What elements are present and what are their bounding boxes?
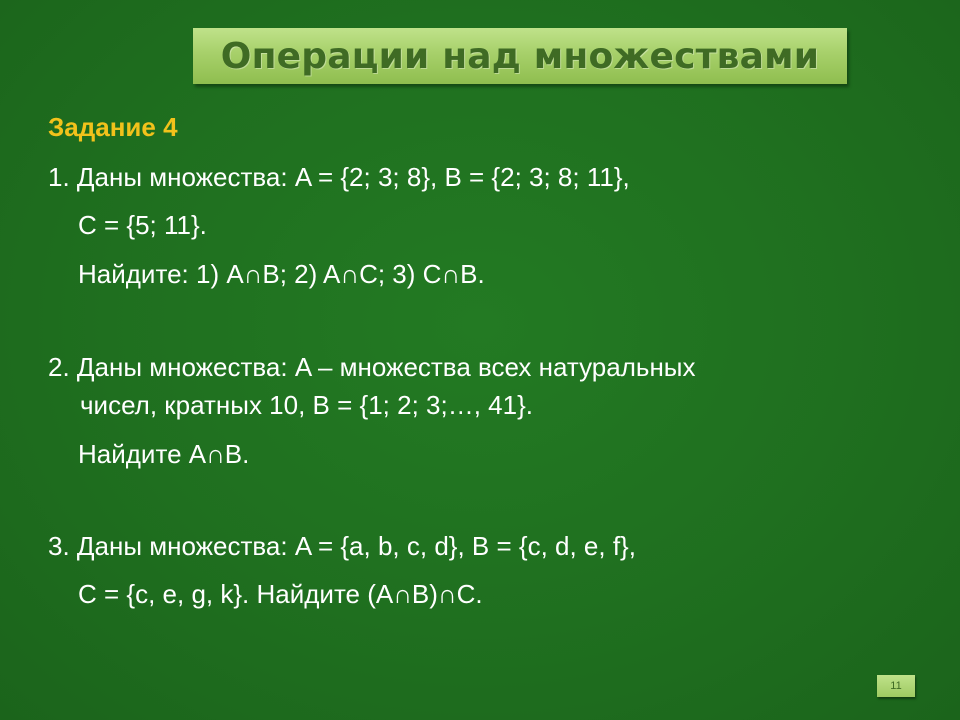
- task-line-2: C = {5; 11}.: [78, 210, 207, 240]
- page-number-badge: [877, 675, 915, 697]
- task-line-6: Найдите A∩B.: [78, 439, 250, 469]
- title-banner: [193, 28, 847, 84]
- task-line-7: 3. Даны множества: A = {a, b, c, d}, B = {c, d, e, f},: [48, 531, 636, 561]
- task-line-3: Найдите: 1) A∩B; 2) A∩C; 3) C∩B.: [78, 259, 485, 289]
- task-line-8: C = {c, e, g, k}. Найдите (A∩B)∩C.: [78, 579, 483, 609]
- task-line-5: чисел, кратных 10, B = {1; 2; 3;…, 41}.: [80, 390, 533, 420]
- task-line-4: 2. Даны множества: A – множества всех натуральных: [48, 352, 696, 382]
- slide-title: Операции над множествами: [220, 35, 820, 77]
- task-heading: Задание 4: [48, 112, 178, 142]
- page-number: 11: [890, 680, 902, 692]
- task-line-1: 1. Даны множества: A = {2; 3; 8}, B = {2; 3; 8; 11},: [48, 162, 630, 192]
